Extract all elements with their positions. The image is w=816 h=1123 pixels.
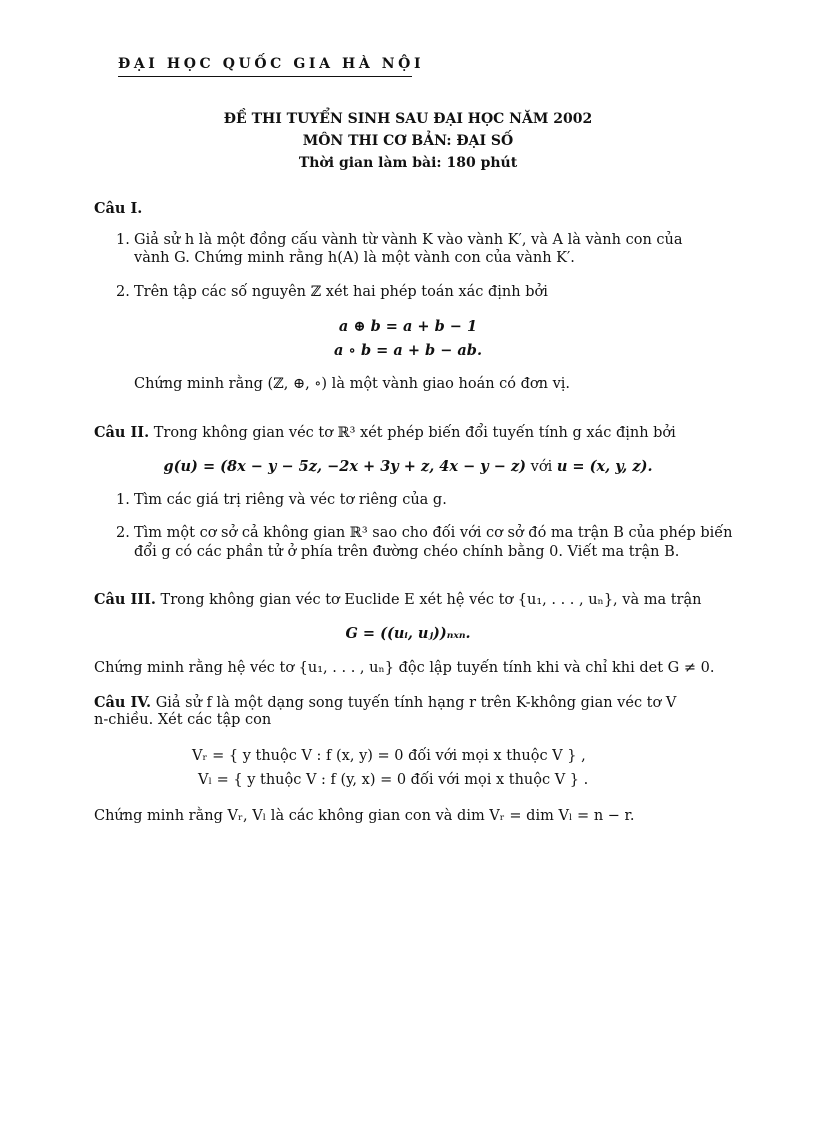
q3-gram-matrix-equation: G = ((uᵢ, uⱼ))ₙₓₙ. bbox=[345, 625, 471, 642]
q2-item1-text: Tìm các giá trị riêng và véc tơ riêng của g. bbox=[134, 492, 447, 508]
q1-item2-conclusion: Chứng minh rằng (ℤ, ⊕, ∘) là một vành giao hoán có đơn vị. bbox=[134, 376, 571, 392]
question-2-heading: Câu II. bbox=[94, 424, 150, 441]
q1-item2-line1 bbox=[116, 284, 548, 300]
exam-title: ĐỀ THI TUYỂN SINH SAU ĐẠI HỌC NĂM 2002 bbox=[223, 111, 593, 127]
q2-intro: Trong không gian véc tơ ℝ³ xét phép biến đổi tuyến tính g xác định bởi bbox=[153, 425, 676, 441]
q2-eq-main: g(u) = (8x − y − 5z, −2x + 3y + z, 4x − y − z) bbox=[163, 458, 527, 475]
q4-equation-vl: Vₗ = { y thuộc V : f (y, x) = 0 đối với mọi x thuộc V } . bbox=[198, 772, 589, 788]
exam-subject: MÔN THI CƠ BẢN: ĐẠI SỐ bbox=[302, 133, 514, 149]
q1-item1-line1 bbox=[116, 232, 683, 248]
question-4-line1 bbox=[94, 694, 676, 711]
q2-eq-tail: u = (x, y, z). bbox=[556, 458, 653, 475]
q2-item2-number: 2. bbox=[116, 525, 130, 541]
q1-item2-number: 2. bbox=[116, 284, 130, 300]
q4-intro-line1: Giả sử f là một dạng song tuyến tính hạng r trên K-không gian véc tơ V bbox=[155, 695, 677, 711]
q2-item1-number: 1. bbox=[116, 492, 130, 508]
q1-equation-circ: a ∘ b = a + b − ab. bbox=[333, 342, 482, 359]
q1-item2-text: Trên tập các số nguyên ℤ xét hai phép toán xác định bởi bbox=[134, 284, 548, 300]
q1-item1-number: 1. bbox=[116, 232, 130, 248]
header-underline bbox=[118, 76, 412, 77]
q2-item1 bbox=[116, 492, 447, 508]
q4-equation-vr: Vᵣ = { y thuộc V : f (x, y) = 0 đối với mọi x thuộc V } , bbox=[192, 748, 586, 764]
q4-intro-line2: n-chiều. Xét các tập con bbox=[94, 712, 272, 728]
q1-equation-oplus: a ⊕ b = a + b − 1 bbox=[338, 318, 478, 335]
q3-conclusion: Chứng minh rằng hệ véc tơ {u₁, . . . , uₙ} độc lập tuyến tính khi và chỉ khi det G ≠ 0. bbox=[94, 660, 715, 676]
question-2-line bbox=[94, 424, 676, 441]
question-3-heading: Câu III. bbox=[94, 591, 156, 608]
exam-duration: Thời gian làm bài: 180 phút bbox=[298, 155, 518, 171]
q2-item2-line1 bbox=[116, 525, 733, 541]
q4-conclusion: Chứng minh rằng Vᵣ, Vₗ là các không gian con và dim Vᵣ = dim Vₗ = n − r. bbox=[94, 808, 635, 824]
q2-item2-line2: đổi g có các phần tử ở phía trên đường chéo chính bằng 0. Viết ma trận B. bbox=[134, 544, 680, 560]
q2-eq-connector: với bbox=[530, 459, 553, 475]
university-name: ĐẠI HỌC QUỐC GIA HÀ NỘI bbox=[118, 56, 425, 72]
q2-item2-text: Tìm một cơ sở cả không gian ℝ³ sao cho đối với cơ sở đó ma trận B của phép biến bbox=[134, 525, 733, 541]
question-4-heading: Câu IV. bbox=[94, 694, 152, 711]
q1-item1-text: Giả sử h là một đồng cấu vành từ vành K vào vành K′, và A là vành con của bbox=[134, 232, 683, 248]
q2-transformation-equation bbox=[0, 458, 816, 475]
question-1-heading: Câu I. bbox=[94, 200, 143, 217]
q1-item1-line2: vành G. Chứng minh rằng h(A) là một vành con của vành K′. bbox=[134, 250, 575, 266]
q3-intro: Trong không gian véc tơ Euclide E xét hệ véc tơ {u₁, . . . , uₙ}, và ma trận bbox=[160, 592, 702, 608]
question-3-line bbox=[94, 591, 701, 608]
